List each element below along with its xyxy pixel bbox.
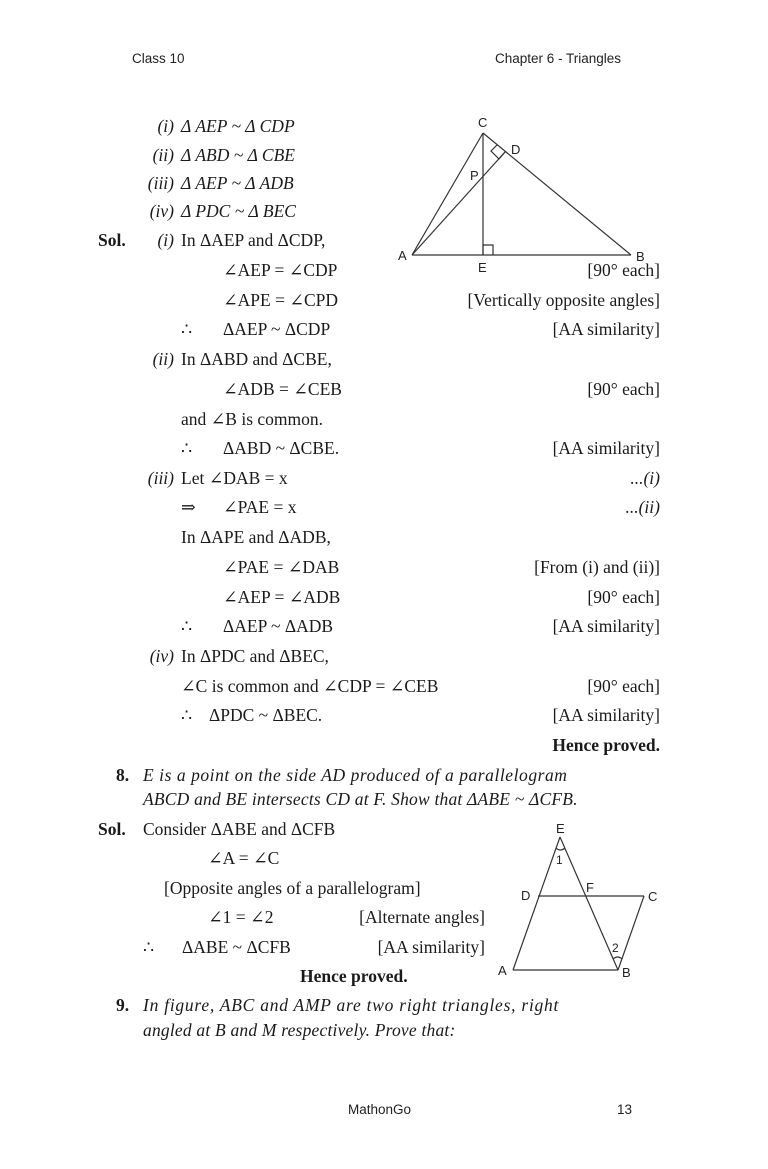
label-c: C [478, 115, 488, 130]
step-text: ∠C is common and ∠CDP = ∠CEB [181, 676, 439, 696]
segment-eb [560, 837, 618, 970]
equation-ref: ...(ii) [625, 497, 660, 517]
step-reason: [AA similarity] [552, 438, 660, 458]
step-reason: [Alternate angles] [359, 907, 485, 927]
step-number: (i) [157, 230, 174, 250]
step-reason: [90° each] [587, 676, 660, 696]
step-reason: [90° each] [587, 379, 660, 399]
label-a: A [398, 248, 407, 263]
page-number: 13 [617, 1102, 633, 1117]
step-text: In ΔAEP and ΔCDP, [181, 230, 326, 250]
part-statement: Δ AEP ~ Δ CDP [181, 116, 295, 136]
step-text: In ΔPDC and ΔBEC, [181, 646, 329, 666]
step-number: (ii) [152, 349, 174, 369]
segment-ad [412, 152, 505, 255]
footer-brand: MathonGo [348, 1102, 412, 1117]
label-a: A [498, 963, 507, 978]
angle-arc-1 [556, 848, 565, 850]
sol-label: Sol. [98, 819, 126, 839]
header-chapter: Chapter 6 - Triangles [495, 51, 622, 66]
step-number: (iii) [147, 468, 174, 488]
hence-proved: Hence proved. [300, 966, 408, 986]
step-text: ΔAEP ~ ΔCDP [223, 319, 331, 339]
question-number: 9. [116, 995, 130, 1015]
step-text: ΔABD ~ ΔCBE. [223, 438, 340, 458]
label-angle-1: 1 [556, 853, 563, 867]
step-text: ΔPDC ~ ΔBEC. [209, 705, 323, 725]
part-statement: Δ AEP ~ Δ ADB [181, 173, 294, 193]
label-f: F [586, 880, 594, 895]
part-statement: Δ PDC ~ Δ BEC [181, 201, 296, 221]
therefore-symbol: ∴ [143, 937, 155, 957]
step-text: ∠AEP = ∠CDP [223, 260, 338, 280]
part-statement: Δ ABD ~ Δ CBE [181, 145, 295, 165]
question-text-line-1: E is a point on the side AD produced of a parallelogram [143, 765, 568, 785]
therefore-symbol: ∴ [181, 319, 193, 339]
step-reason: [AA similarity] [552, 319, 660, 339]
step-text: ∠A = ∠C [208, 848, 280, 868]
step-reason: [90° each] [587, 587, 660, 607]
step-text: ∠1 = ∠2 [208, 907, 274, 927]
step-text: ∠APE = ∠CPD [223, 290, 339, 310]
segment-ac [412, 133, 483, 255]
step-reason: [Vertically opposite angles] [467, 290, 660, 310]
step-reason: [Opposite angles of a parallelogram] [164, 878, 421, 898]
label-d: D [521, 888, 531, 903]
implies-symbol: ⇒ [181, 497, 196, 517]
angle-arc-2 [613, 957, 622, 959]
step-number: (iv) [149, 646, 174, 666]
step-reason: [AA similarity] [552, 705, 660, 725]
segment-ae [513, 837, 560, 970]
sol-intro: Consider ΔABE and ΔCFB [143, 819, 336, 839]
step-text: ΔABE ~ ΔCFB [182, 937, 291, 957]
step-reason: [AA similarity] [552, 616, 660, 636]
hence-proved: Hence proved. [552, 735, 660, 755]
step-text: ∠PAE = x [223, 497, 297, 517]
therefore-symbol: ∴ [181, 616, 193, 636]
step-reason: [AA similarity] [377, 937, 485, 957]
header-class: Class 10 [132, 51, 185, 66]
question-text-line-2: ABCD and BE intersects CD at F. Show that ΔABE ~ ΔCFB. [143, 789, 578, 809]
segment-cb [483, 133, 631, 255]
step-text: ∠AEP = ∠ADB [223, 587, 341, 607]
part-number: (ii) [152, 145, 174, 165]
label-c: C [648, 889, 658, 904]
question-text-line-2: angled at B and M respectively. Prove that: [143, 1020, 456, 1040]
therefore-symbol: ∴ [181, 438, 193, 458]
part-number: (iii) [147, 173, 174, 193]
step-text: and ∠B is common. [181, 409, 324, 429]
parallelogram-figure [498, 821, 657, 980]
sol-label: Sol. [98, 230, 126, 250]
part-number: (iv) [149, 201, 174, 221]
step-text: In ΔAPE and ΔADB, [181, 527, 331, 547]
step-text: ∠ADB = ∠CEB [223, 379, 342, 399]
part-number: (i) [157, 116, 174, 136]
right-angle-d [491, 145, 505, 159]
equation-ref: ...(i) [630, 468, 660, 488]
label-e: E [556, 821, 565, 836]
therefore-symbol: ∴ [181, 705, 193, 725]
right-angle-e [483, 245, 493, 255]
step-reason: [From (i) and (ii)] [534, 557, 660, 577]
step-text: ∠PAE = ∠DAB [223, 557, 340, 577]
label-p: P [470, 168, 479, 183]
step-text: In ΔABD and ΔCBE, [181, 349, 332, 369]
label-angle-2: 2 [612, 941, 619, 955]
label-b: B [636, 249, 645, 264]
label-e: E [478, 260, 487, 275]
step-reason: [90° each] [587, 260, 660, 280]
label-d: D [511, 142, 521, 157]
question-number: 8. [116, 765, 130, 785]
question-text-line-1: In figure, ABC and AMP are two right triangles, right [143, 995, 560, 1015]
step-text: ΔAEP ~ ΔADB [223, 616, 334, 636]
step-text: Let ∠DAB = x [181, 468, 288, 488]
label-b: B [622, 965, 631, 980]
